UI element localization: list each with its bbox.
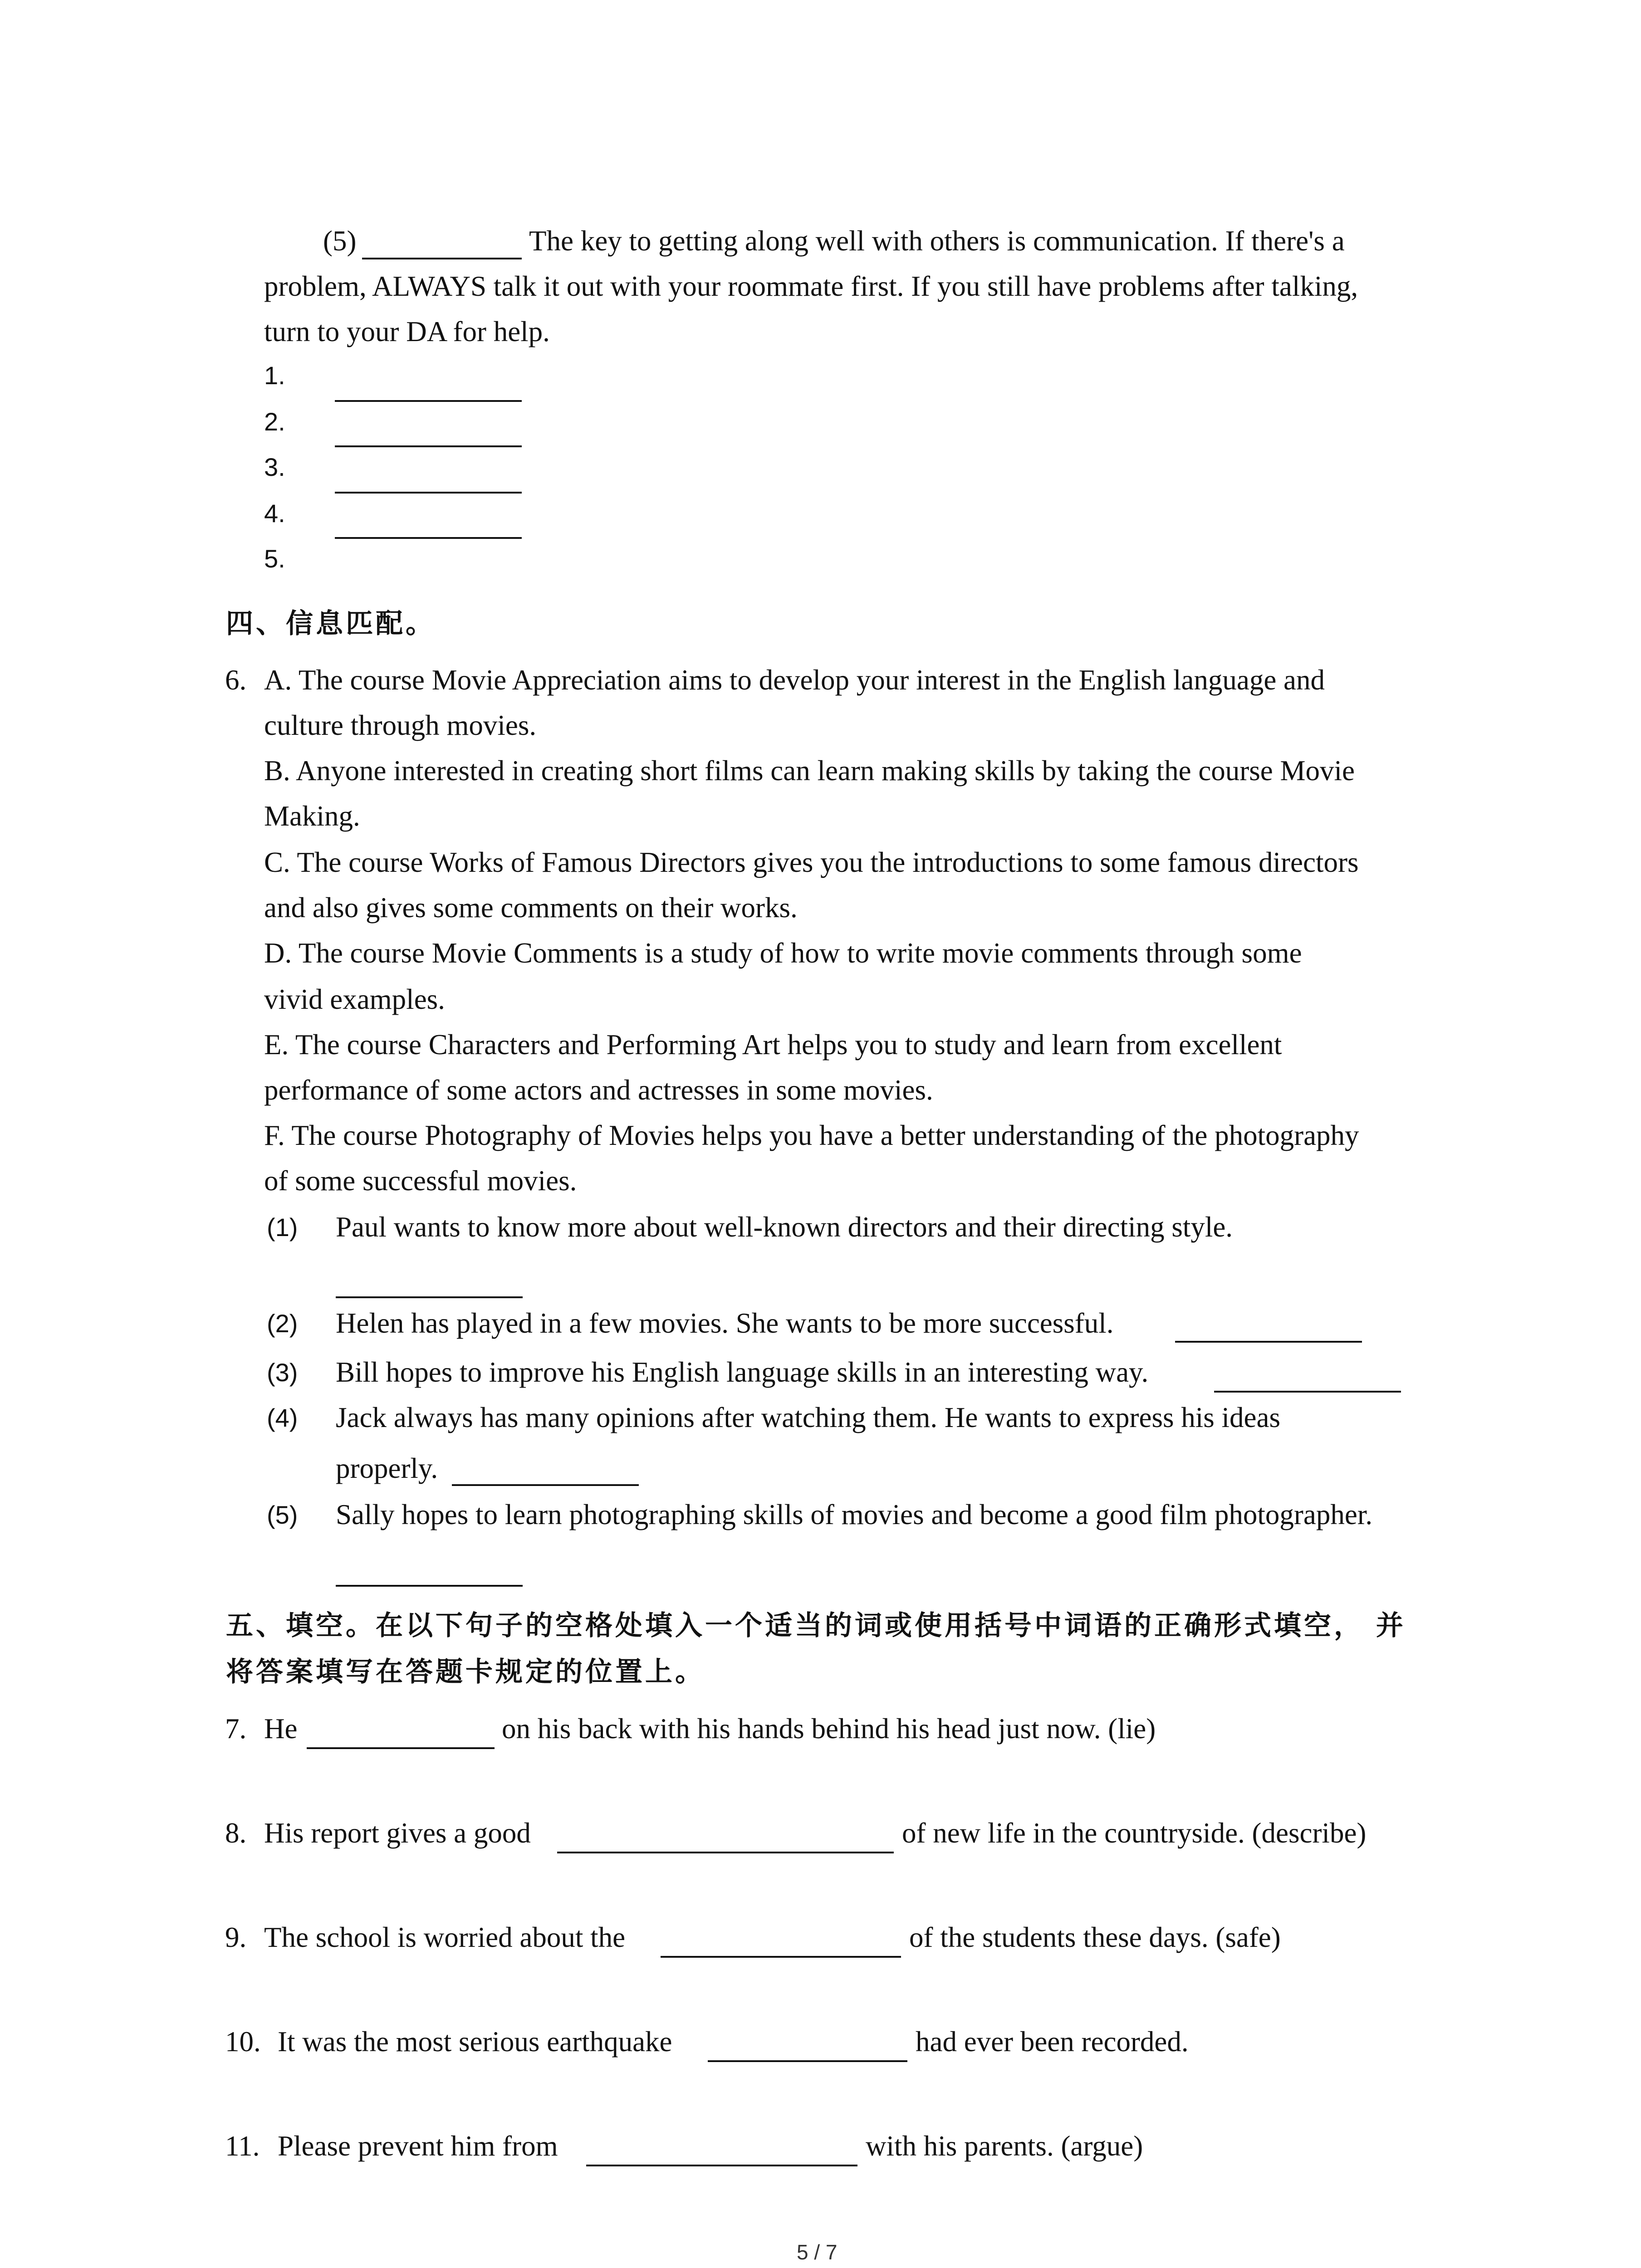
question-number: 10.	[225, 2026, 261, 2058]
question-number: 7.	[225, 1713, 247, 1745]
question-text: Please prevent him from	[278, 2130, 558, 2162]
sub-question-text: properly.	[336, 1452, 438, 1484]
sub-question-text: Paul wants to know more about well-known directors and their directing style.	[336, 1211, 1233, 1243]
section-heading: 五、填空。在以下句子的空格处填入一个适当的词或使用括号中词语的正确形式填空， 并	[226, 1610, 1406, 1642]
option-line: B. Anyone interested in creating short films can learn making skills by taking the course Movie	[264, 755, 1355, 787]
option-line: culture through movies.	[264, 709, 537, 741]
option-line: D. The course Movie Comments is a study of how to write movie comments through some	[264, 937, 1302, 969]
sub-question-text: Jack always has many opinions after watching them. He wants to express his ideas	[336, 1402, 1280, 1433]
question-number: 9.	[225, 1921, 247, 1953]
sub-question-text: Sally hopes to learn photographing skills of movies and become a good film photographer.	[336, 1499, 1373, 1530]
question-text: It was the most serious earthquake	[278, 2026, 672, 2058]
paragraph-line: The key to getting along well with others is communication. If there's a	[529, 225, 1345, 257]
answer-blank[interactable]	[557, 1852, 894, 1853]
answer-blank[interactable]	[1175, 1341, 1362, 1343]
answer-number: 4.	[264, 499, 285, 528]
option-line: vivid examples.	[264, 983, 445, 1015]
sub-question-number: (4)	[267, 1403, 298, 1432]
answer-blank[interactable]	[335, 492, 522, 494]
option-line: and also gives some comments on their works.	[264, 892, 798, 924]
answer-blank[interactable]	[335, 400, 522, 402]
sub-question-text: Helen has played in a few movies. She wants to be more successful.	[336, 1307, 1114, 1339]
sub-question-text: Bill hopes to improve his English language skills in an interesting way.	[336, 1356, 1149, 1388]
answer-blank[interactable]	[335, 537, 522, 539]
answer-blank[interactable]	[452, 1484, 639, 1486]
item-number: (5)	[323, 225, 357, 257]
option-line: Making.	[264, 800, 360, 832]
question-text: His report gives a good	[264, 1817, 531, 1849]
question-text: of new life in the countryside. (describe)	[902, 1817, 1367, 1849]
answer-blank[interactable]	[661, 1956, 901, 1958]
option-line: performance of some actors and actresses in some movies.	[264, 1074, 933, 1106]
question-text: had ever been recorded.	[916, 2026, 1189, 2058]
question-number: 6.	[225, 664, 247, 696]
sub-question-number: (2)	[267, 1309, 298, 1338]
sub-question-number: (5)	[267, 1501, 298, 1529]
answer-blank[interactable]	[336, 1585, 523, 1587]
sub-question-number: (3)	[267, 1358, 298, 1387]
question-number: 11.	[225, 2130, 260, 2162]
option-line: C. The course Works of Famous Directors gives you the introductions to some famous directors	[264, 846, 1359, 878]
section-heading: 将答案填写在答题卡规定的位置上。	[226, 1656, 705, 1688]
option-line: E. The course Characters and Performing Art helps you to study and learn from excellent	[264, 1029, 1282, 1061]
answer-blank[interactable]	[586, 2165, 857, 2166]
sub-question-number: (1)	[267, 1213, 298, 1242]
answer-blank[interactable]	[336, 1296, 523, 1298]
question-text: on his back with his hands behind his head just now. (lie)	[502, 1713, 1156, 1745]
paragraph-line: turn to your DA for help.	[264, 316, 550, 347]
question-text: of the students these days. (safe)	[909, 1921, 1281, 1953]
answer-number: 2.	[264, 407, 285, 436]
question-text: He	[264, 1713, 298, 1745]
option-line: A. The course Movie Appreciation aims to develop your interest in the English language and	[264, 664, 1325, 696]
question-number: 8.	[225, 1817, 247, 1849]
section-heading: 四、信息匹配。	[226, 608, 436, 640]
answer-number: 5.	[264, 544, 285, 573]
answer-number: 3.	[264, 453, 285, 481]
answer-blank[interactable]	[335, 445, 522, 447]
answer-blank[interactable]	[708, 2060, 907, 2062]
answer-blank[interactable]	[1214, 1391, 1401, 1393]
question-text: The school is worried about the	[264, 1921, 626, 1953]
answer-blank[interactable]	[307, 1747, 495, 1749]
answer-blank[interactable]	[362, 258, 522, 259]
option-line: of some successful movies.	[264, 1165, 577, 1197]
option-line: F. The course Photography of Movies helps you have a better understanding of the photography	[264, 1119, 1359, 1151]
paragraph-line: problem, ALWAYS talk it out with your roommate first. If you still have problems after talking,	[264, 270, 1358, 302]
answer-number: 1.	[264, 361, 285, 390]
question-text: with his parents. (argue)	[866, 2130, 1143, 2162]
page-number: 5 / 7	[797, 2240, 838, 2264]
